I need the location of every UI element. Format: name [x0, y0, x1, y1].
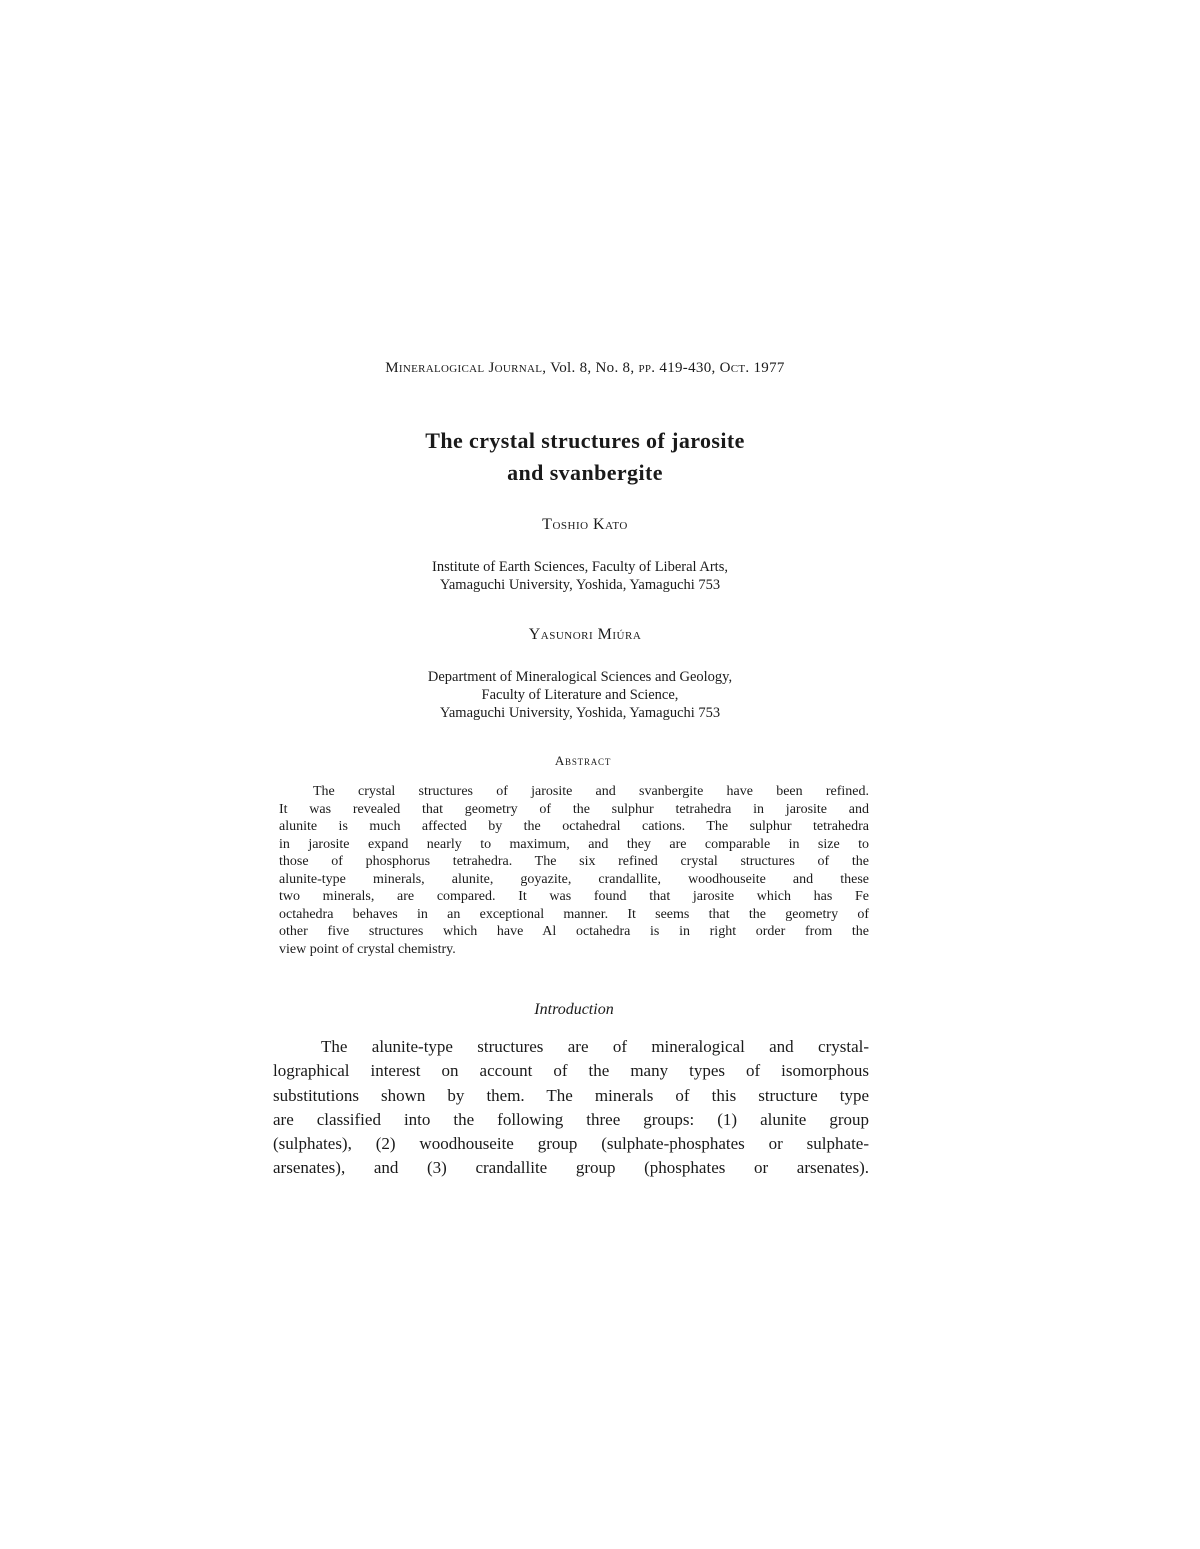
paper-title	[0, 425, 1170, 489]
body-line: substitutions shown by them. The minerals of this structure type	[273, 1085, 869, 1105]
abstract-line: in jarosite expand nearly to maximum, and they are comparable in size to	[279, 836, 869, 852]
journal-year: 1977	[749, 360, 785, 376]
affiliation-line: Yamaguchi University, Yoshida, Yamaguchi 753	[439, 705, 721, 721]
affiliation-line: Institute of Earth Sciences, Faculty of Liberal Arts,	[432, 559, 728, 575]
abstract-line: other five structures which have Al octahedra is in right order from the	[279, 924, 869, 939]
body-line: are classified into the following three groups: (1) alunite group	[273, 1109, 869, 1129]
abstract-body	[279, 783, 869, 958]
abstract-line: those of phosphorus tetrahedra. The six refined crystal structures of the	[279, 854, 869, 869]
affiliation-line: Yamaguchi University, Yoshida, Yamaguchi 753	[439, 577, 721, 593]
author-name: Yasunori Miúra	[528, 626, 642, 643]
abstract-line: alunite-type minerals, alunite, goyazite, crandallite, woodhouseite and these	[279, 871, 869, 887]
abstract-line: alunite is much affected by the octahedral cations. The sulphur tetrahedra	[279, 819, 869, 834]
affiliation-line: Faculty of Literature and Science,	[481, 687, 679, 703]
journal-pages: 419-430,	[655, 360, 720, 376]
abstract-line: two minerals, are compared. It was found that jarosite which has Fe	[279, 889, 869, 904]
journal-header	[0, 360, 1170, 377]
journal-name: Mineralogical Journal	[385, 360, 543, 376]
journal-month: Oct.	[719, 360, 750, 376]
abstract-heading: Abstract	[554, 753, 612, 768]
journal-volume: , Vol. 8, No. 8,	[542, 360, 639, 376]
title-line: The crystal structures of jarosite	[425, 428, 745, 453]
abstract-line: The crystal structures of jarosite and svanbergite have been refined.	[313, 784, 869, 799]
pages-label: pp.	[638, 360, 656, 376]
section-heading-introduction: Introduction	[534, 1001, 614, 1018]
introduction-body	[273, 1035, 869, 1181]
body-line: (sulphates), (2) woodhouseite group (sulphate-phosphates or sulphate-	[273, 1134, 869, 1154]
abstract-line: view point of crystal chemistry.	[279, 941, 456, 957]
title-line: and svanbergite	[507, 460, 663, 485]
author-name: Toshio Kato	[542, 516, 628, 533]
author-affiliation	[0, 668, 1160, 722]
affiliation-line: Department of Mineralogical Sciences and Geology,	[427, 669, 733, 685]
body-line: lographical interest on account of the many types of isomorphous	[273, 1061, 869, 1081]
abstract-line: It was revealed that geometry of the sulphur tetrahedra in jarosite and	[279, 801, 869, 817]
author-affiliation	[0, 558, 1160, 594]
body-line: The alunite-type structures are of mineralogical and crystal-	[321, 1037, 869, 1056]
body-line: arsenates), and (3) crandallite group (phosphates or arsenates).	[273, 1158, 869, 1178]
abstract-line: octahedra behaves in an exceptional manner. It seems that the geometry of	[279, 906, 869, 922]
